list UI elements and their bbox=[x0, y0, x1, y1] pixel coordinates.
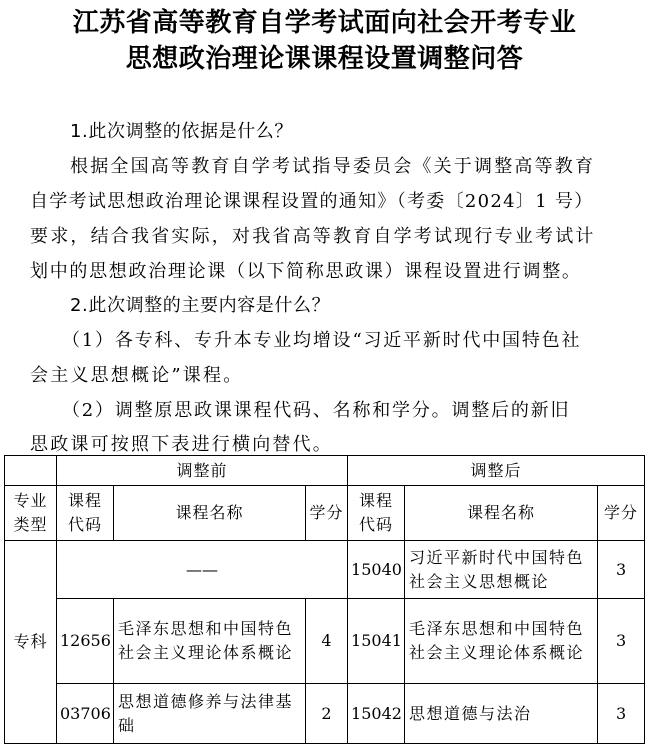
major-type-cell: 专科 bbox=[5, 541, 57, 744]
old-course-name: 思想道德修养与法律基础 bbox=[114, 684, 306, 744]
table-header-empty bbox=[5, 456, 57, 486]
new-course-code: 15042 bbox=[348, 684, 405, 744]
old-course-dash: —— bbox=[57, 541, 348, 599]
answer-2-item-2-line-2: 思政课可按照下表进行横向替代。 bbox=[30, 434, 333, 455]
new-course-credit: 3 bbox=[598, 599, 645, 684]
table-row bbox=[5, 541, 645, 599]
new-course-credit: 3 bbox=[598, 541, 645, 599]
answer-1-line-4: 划中的思想政治理论课（以下简称思政课）课程设置进行调整。 bbox=[30, 261, 582, 282]
old-course-name: 毛泽东思想和中国特色社会主义理论体系概论 bbox=[114, 599, 306, 684]
table-header-after: 调整后 bbox=[348, 456, 645, 486]
answer-1-line-2: 自学考试思想政治理论课课程设置的通知》（考委〔2024〕1 号） bbox=[30, 191, 594, 212]
answer-2-item-1-line-2: 会主义思想概论”课程。 bbox=[30, 365, 244, 386]
new-course-name: 毛泽东思想和中国特色社会主义理论体系概论 bbox=[405, 599, 598, 684]
table-row bbox=[5, 684, 645, 744]
new-course-name: 思想道德与法治 bbox=[405, 684, 598, 744]
old-course-code: 12656 bbox=[57, 599, 114, 684]
document-title-line-2: 思想政治理论课课程设置调整问答 bbox=[125, 44, 524, 74]
answer-1-line-3: 要求，结合我省实际，对我省高等教育自学考试现行专业考试计 bbox=[30, 226, 596, 247]
new-course-code: 15040 bbox=[348, 541, 405, 599]
new-course-credit: 3 bbox=[598, 684, 645, 744]
answer-1-line-1: 根据全国高等教育自学考试指导委员会《关于调整高等教育 bbox=[70, 156, 596, 177]
old-course-code: 03706 bbox=[57, 684, 114, 744]
document-title-line-1: 江苏省高等教育自学考试面向社会开考专业 bbox=[72, 8, 577, 38]
header-new-course-name: 课程名称 bbox=[405, 486, 598, 541]
answer-2-item-1-line-1: （1）各专科、专升本专业均增设“习近平新时代中国特色社 bbox=[62, 330, 582, 351]
header-old-course-code: 课程代码 bbox=[57, 486, 114, 541]
old-course-credit: 2 bbox=[306, 684, 348, 744]
new-course-code: 15041 bbox=[348, 599, 405, 684]
table-column-header-row bbox=[5, 486, 645, 541]
header-new-course-code: 课程代码 bbox=[348, 486, 405, 541]
header-old-course-name: 课程名称 bbox=[114, 486, 306, 541]
header-old-credit: 学分 bbox=[306, 486, 348, 541]
question-1: 1.此次调整的依据是什么？ bbox=[70, 121, 293, 142]
answer-2-item-2-line-1: （2）调整原思政课课程代码、名称和学分。调整后的新旧 bbox=[62, 400, 571, 421]
new-course-name: 习近平新时代中国特色社会主义思想概论 bbox=[405, 541, 598, 599]
old-course-credit: 4 bbox=[306, 599, 348, 684]
header-new-credit: 学分 bbox=[598, 486, 645, 541]
course-mapping-table bbox=[4, 455, 645, 744]
table-group-header-row bbox=[5, 456, 645, 486]
table-row bbox=[5, 599, 645, 684]
table-header-before: 调整前 bbox=[57, 456, 348, 486]
question-2: 2.此次调整的主要内容是什么？ bbox=[70, 295, 331, 316]
header-major-type: 专业类型 bbox=[5, 486, 57, 541]
